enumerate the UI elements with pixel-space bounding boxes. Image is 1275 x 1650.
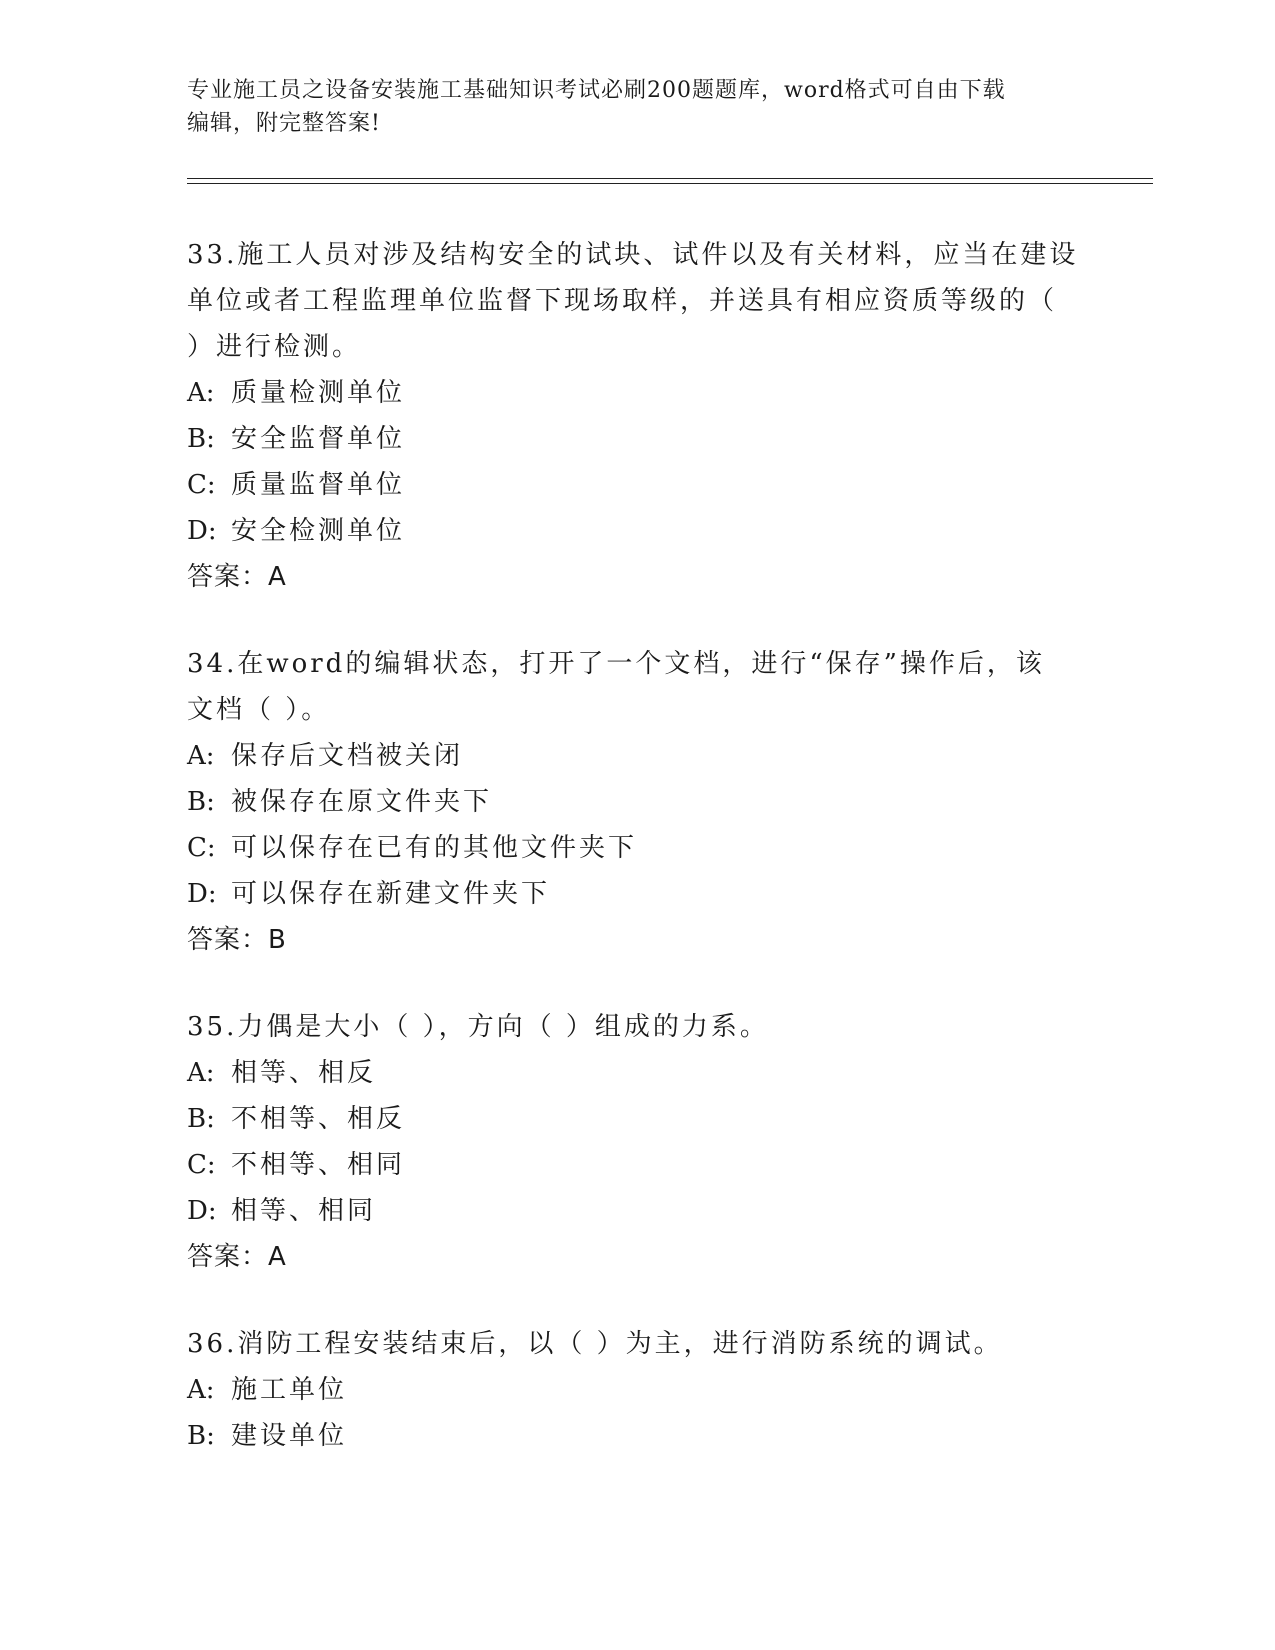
option-letter: D:: [187, 879, 217, 909]
question-34: [187, 641, 1087, 963]
option-text: 相等、相同: [231, 1196, 377, 1226]
option-letter: B:: [187, 1104, 215, 1134]
option-text: 质量监督单位: [231, 470, 406, 500]
option-letter: A:: [187, 741, 215, 771]
document-header: [187, 74, 1067, 140]
option-b: [187, 1413, 1087, 1459]
option-text: 建设单位: [231, 1421, 348, 1451]
header-line-2: 编辑，附完整答案!: [187, 111, 381, 136]
option-letter: C:: [187, 1150, 216, 1180]
option-text: 安全检测单位: [231, 516, 406, 546]
option-letter: A:: [187, 1375, 215, 1405]
option-letter: B:: [187, 787, 215, 817]
option-c: [187, 462, 1087, 508]
question-36: [187, 1321, 1087, 1459]
option-text: 相等、相反: [231, 1058, 377, 1088]
option-letter: D:: [187, 516, 217, 546]
option-text: 保存后文档被关闭: [231, 741, 464, 771]
question-text-line: ）进行检测。: [187, 332, 362, 362]
option-letter: C:: [187, 470, 216, 500]
header-divider-bottom: [187, 183, 1153, 184]
question-text-line: 文档（ ）。: [187, 695, 331, 725]
option-text: 施工单位: [231, 1375, 348, 1405]
question-text-line: 33.施工人员对涉及结构安全的试块、试件以及有关材料，应当在建设: [187, 240, 1079, 270]
option-b: [187, 416, 1087, 462]
question-35: [187, 1004, 1087, 1280]
question-list: [187, 232, 1087, 1500]
question-33: [187, 232, 1087, 600]
option-text: 可以保存在已有的其他文件夹下: [231, 833, 638, 863]
option-text: 安全监督单位: [231, 424, 406, 454]
option-a: [187, 1367, 1087, 1413]
option-b: [187, 1096, 1087, 1142]
option-c: [187, 825, 1087, 871]
answer-label: 答案：A: [187, 562, 287, 592]
option-letter: C:: [187, 833, 216, 863]
option-text: 可以保存在新建文件夹下: [231, 879, 551, 909]
option-text: 不相等、相同: [231, 1150, 406, 1180]
option-letter: B:: [187, 424, 215, 454]
option-b: [187, 779, 1087, 825]
option-a: [187, 370, 1087, 416]
answer-label: 答案：A: [187, 1242, 287, 1272]
option-text: 质量检测单位: [231, 378, 406, 408]
question-text-line: 34.在word的编辑状态，打开了一个文档，进行“保存”操作后，该: [187, 649, 1045, 679]
option-d: [187, 1188, 1087, 1234]
option-text: 被保存在原文件夹下: [231, 787, 493, 817]
question-text-line: 35.力偶是大小（ ），方向（ ）组成的力系。: [187, 1012, 769, 1042]
header-line-1: 专业施工员之设备安装施工基础知识考试必刷200题题库，word格式可自由下载: [187, 78, 1006, 103]
header-divider-top: [187, 178, 1153, 179]
option-c: [187, 1142, 1087, 1188]
option-a: [187, 733, 1087, 779]
answer-label: 答案：B: [187, 925, 287, 955]
option-d: [187, 508, 1087, 554]
option-letter: B:: [187, 1421, 215, 1451]
question-text-line: 单位或者工程监理单位监督下现场取样，并送具有相应资质等级的（: [187, 286, 1058, 316]
option-a: [187, 1050, 1087, 1096]
question-text-line: 36.消防工程安装结束后，以（ ）为主，进行消防系统的调试。: [187, 1329, 1003, 1359]
option-text: 不相等、相反: [231, 1104, 406, 1134]
option-letter: D:: [187, 1196, 217, 1226]
option-letter: A:: [187, 1058, 215, 1088]
option-letter: A:: [187, 378, 215, 408]
option-d: [187, 871, 1087, 917]
